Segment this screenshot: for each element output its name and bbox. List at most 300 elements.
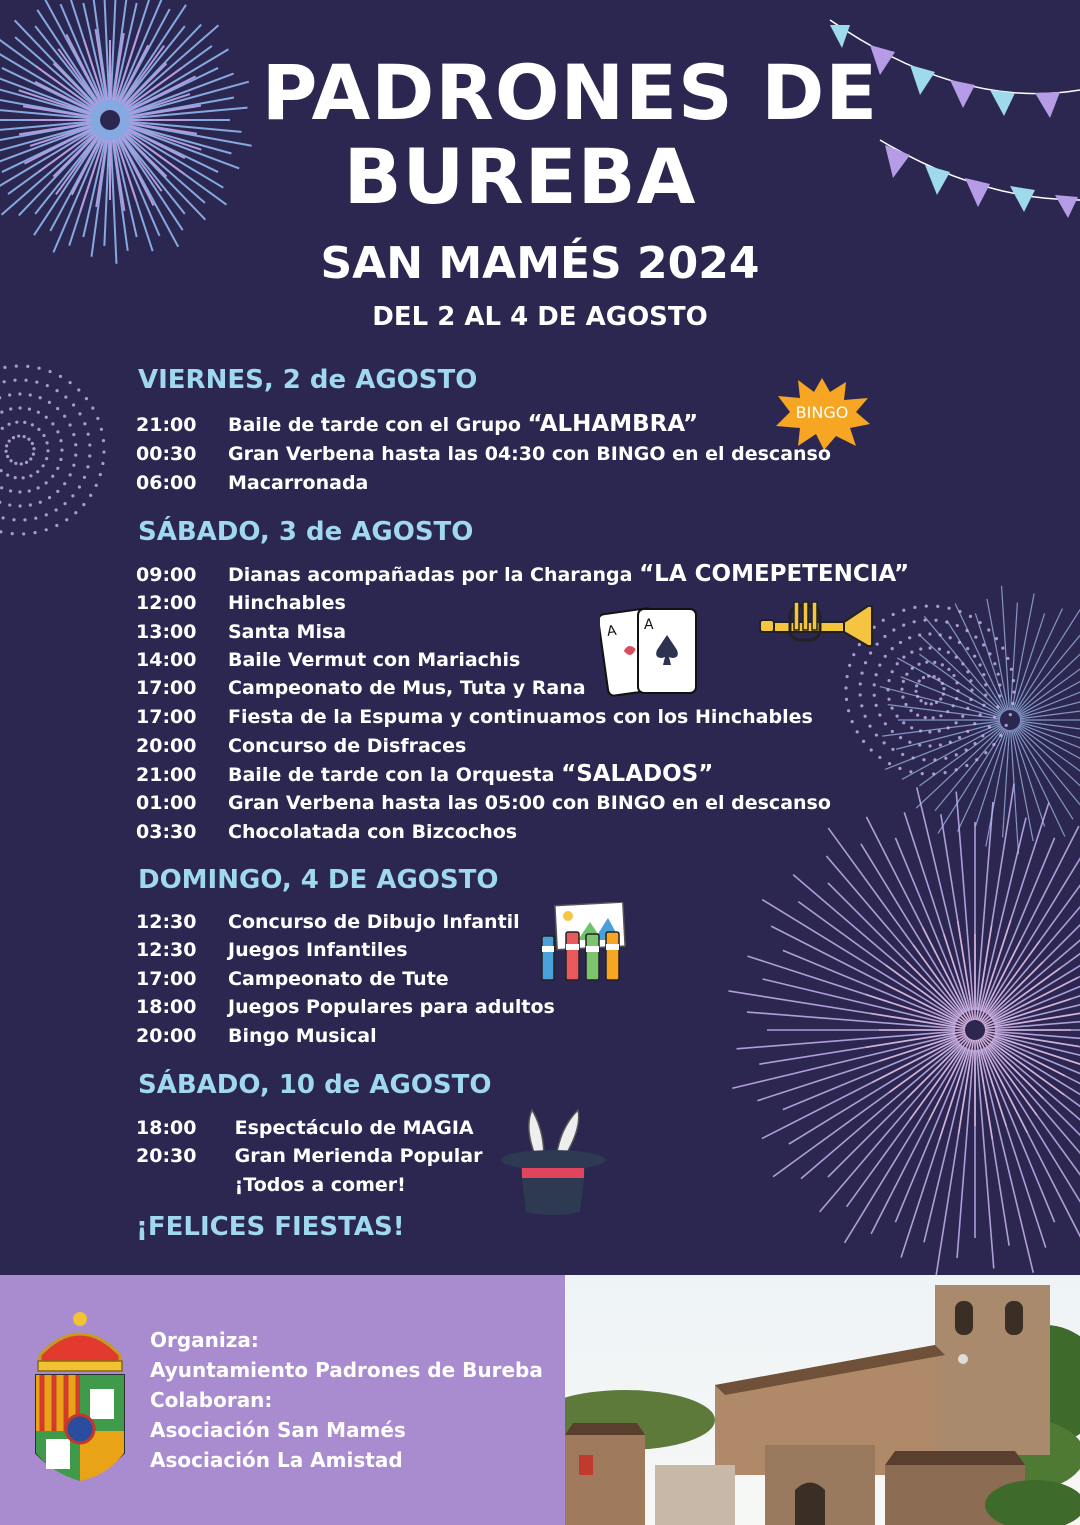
firework-spark	[969, 679, 972, 682]
firework-spark	[901, 753, 904, 756]
firework-spark	[8, 423, 11, 426]
firework-spark	[6, 455, 9, 458]
firework-spark	[932, 716, 935, 719]
firework-spark	[984, 751, 987, 754]
firework-spark	[31, 423, 34, 426]
firework-spark	[29, 474, 32, 477]
event-row: 01:00 Gran Verbena hasta las 05:00 con BINGO en el descanso	[136, 792, 831, 814]
firework-spark	[958, 641, 961, 644]
firework-spark	[1001, 647, 1004, 650]
firework-spark	[59, 375, 62, 378]
firework-spark	[955, 753, 958, 756]
firework-spark	[996, 705, 999, 708]
firework-spark	[55, 389, 58, 392]
firework-ray	[957, 1050, 973, 1258]
firework-spark	[1012, 679, 1015, 682]
firework-spark	[56, 407, 59, 410]
firework-ray	[920, 636, 1003, 713]
firework-spark	[845, 675, 848, 678]
firework-spark	[883, 635, 886, 638]
firework-ray	[977, 802, 993, 1010]
firework-spark	[102, 439, 105, 442]
firework-spark	[63, 482, 66, 485]
firework-spark	[878, 663, 881, 666]
event-row: 21:00 Baile de tarde con el Grupo “ALHAMBRA”	[136, 411, 699, 437]
firework-spark	[943, 771, 946, 774]
event-row: 17:00 Fiesta de la Espuma y continuamos con los Hinchables	[136, 706, 813, 728]
firework-spark	[973, 742, 976, 745]
firework-spark	[89, 494, 92, 497]
day-heading: DOMINGO, 4 DE AGOSTO	[138, 865, 499, 895]
firework-ray	[977, 1050, 994, 1269]
firework-spark	[101, 462, 104, 465]
firework-spark	[993, 662, 996, 665]
firework-ray	[763, 979, 956, 1025]
firework-spark	[913, 620, 916, 623]
firework-spark	[914, 690, 917, 693]
firework-spark	[899, 736, 902, 739]
firework-spark	[911, 667, 914, 670]
firework-ray	[989, 883, 1080, 1016]
firework-spark	[924, 716, 927, 719]
firework-ray	[747, 1012, 955, 1028]
firework-spark	[83, 476, 86, 479]
firework-spark	[860, 704, 863, 707]
firework-spark	[942, 693, 945, 696]
firework-spark	[1006, 657, 1009, 660]
firework-spark	[899, 641, 902, 644]
firework-spark	[27, 438, 30, 441]
firework-spark	[898, 767, 901, 770]
firework-spark	[918, 663, 921, 666]
firework-spark	[979, 713, 982, 716]
firework-spark	[935, 701, 938, 704]
firework-spark	[9, 489, 12, 492]
firework-spark	[87, 433, 90, 436]
firework-spark	[45, 416, 48, 419]
firework-ray	[935, 728, 1004, 811]
firework-spark	[0, 411, 3, 414]
firework-spark	[1005, 724, 1008, 727]
trumpet-icon	[756, 598, 876, 654]
firework-ray	[1013, 613, 1045, 710]
firework-spark	[22, 476, 25, 479]
firework-spark	[63, 502, 66, 505]
firework-spark	[924, 702, 927, 705]
firework-spark	[888, 762, 891, 765]
firework-spark	[14, 476, 17, 479]
firework-spark	[942, 687, 945, 690]
firework-spark	[11, 532, 14, 535]
event-row: ¡Todos a comer!	[234, 1174, 406, 1196]
firework-ray	[919, 726, 1002, 786]
firework-spark	[870, 748, 873, 751]
firework-spark	[35, 380, 38, 383]
firework-spark	[45, 528, 48, 531]
event-row: 12:30 Juegos Infantiles	[136, 939, 408, 961]
firework-spark	[912, 756, 915, 759]
firework-spark	[45, 481, 48, 484]
event-row: 03:30 Chocolatada con Bizcochos	[136, 821, 518, 843]
firework-spark	[6, 474, 9, 477]
firework-spark	[944, 757, 947, 760]
firework-spark	[32, 453, 35, 456]
firework-spark	[46, 449, 49, 452]
firework-spark	[995, 637, 998, 640]
firework-spark	[978, 621, 981, 624]
firework-spark	[982, 643, 985, 646]
svg-text:A: A	[605, 622, 618, 640]
firework-spark	[878, 713, 881, 716]
firework-spark	[919, 647, 922, 650]
firework-spark	[973, 722, 976, 725]
firework-spark	[988, 725, 991, 728]
firework-spark	[23, 435, 26, 438]
firework-spark	[3, 380, 6, 383]
firework-spark	[934, 619, 937, 622]
svg-text:A: A	[644, 617, 654, 633]
firework-spark	[25, 461, 28, 464]
firework-spark	[974, 636, 977, 639]
firework-spark	[956, 624, 959, 627]
firework-spark	[908, 636, 911, 639]
firework-spark	[966, 670, 969, 673]
bingo-label: BINGO	[795, 403, 849, 422]
firework-spark	[961, 662, 964, 665]
firework-spark	[99, 473, 102, 476]
playing-cards-icon	[600, 605, 700, 697]
firework-ray	[975, 613, 1007, 710]
event-row: 20:30 Gran Merienda Popular	[136, 1145, 483, 1167]
firework-spark	[0, 469, 3, 472]
firework-spark	[993, 716, 996, 719]
firework-spark	[55, 524, 58, 527]
firework-spark	[5, 444, 8, 447]
day-heading: SÁBADO, 10 de AGOSTO	[138, 1070, 492, 1100]
firework-ray	[737, 1032, 956, 1049]
firework-spark	[918, 679, 921, 682]
event-row: 09:00 Dianas acompañadas por la Charanga “LA COMEPETENCIA”	[136, 561, 910, 587]
firework-ray	[1016, 728, 1080, 824]
firework-spark	[909, 709, 912, 712]
firework-spark	[965, 764, 968, 767]
firework-spark	[955, 697, 958, 700]
firework-spark	[887, 698, 890, 701]
firework-spark	[63, 415, 66, 418]
event-row: 13:00 Santa Misa	[136, 621, 347, 643]
firework-spark	[902, 680, 905, 683]
firework-spark	[923, 619, 926, 622]
firework-spark	[9, 459, 12, 462]
event-row: 18:00 Juegos Populares para adultos	[136, 996, 555, 1018]
firework-spark	[883, 741, 886, 744]
firework-spark	[33, 531, 36, 534]
footer-organizers	[0, 1275, 565, 1525]
firework-spark	[95, 484, 98, 487]
firework-spark	[78, 485, 81, 488]
firework-spark	[891, 670, 894, 673]
firework-spark	[973, 655, 976, 658]
firework-spark	[997, 673, 1000, 676]
firework-spark	[939, 743, 942, 746]
firework-spark	[902, 609, 905, 612]
firework-spark	[958, 610, 961, 613]
coat-of-arms-icon	[22, 1303, 138, 1503]
firework-spark	[19, 406, 22, 409]
firework-spark	[860, 672, 863, 675]
firework-spark	[2, 516, 5, 519]
firework-spark	[999, 734, 1002, 737]
firework-spark	[965, 629, 968, 632]
firework-ray	[793, 875, 960, 1017]
firework-spark	[878, 756, 881, 759]
firework-spark	[945, 620, 948, 623]
firework-spark	[884, 722, 887, 725]
firework-spark	[22, 532, 25, 535]
firework-ray	[1011, 730, 1019, 854]
firework-spark	[910, 651, 913, 654]
firework-spark	[74, 511, 77, 514]
firework-spark	[34, 517, 37, 520]
event-row: 20:00 Concurso de Disfraces	[136, 735, 467, 757]
firework-spark	[91, 407, 94, 410]
firework-spark	[859, 693, 862, 696]
firework-spark	[925, 661, 928, 664]
firework-ray	[1013, 730, 1045, 827]
firework-spark	[844, 686, 847, 689]
firework-spark	[55, 508, 58, 511]
firework-spark	[892, 628, 895, 631]
firework-spark	[77, 388, 80, 391]
firework-spark	[902, 624, 905, 627]
firework-spark	[891, 707, 894, 710]
firework-spark	[37, 411, 40, 414]
firework-spark	[48, 401, 51, 404]
firework-spark	[900, 688, 903, 691]
firework-spark	[1012, 690, 1015, 693]
firework-spark	[15, 421, 18, 424]
firework-spark	[68, 423, 71, 426]
firework-spark	[37, 428, 40, 431]
firework-spark	[928, 744, 931, 747]
firework-spark	[905, 673, 908, 676]
firework-spark	[65, 518, 68, 521]
day-heading: SÁBADO, 3 de AGOSTO	[138, 517, 474, 547]
firework-spark	[86, 465, 89, 468]
firework-spark	[69, 473, 72, 476]
firework-spark	[915, 684, 918, 687]
firework-spark	[56, 430, 59, 433]
firework-spark	[29, 393, 32, 396]
firework-spark	[988, 652, 991, 655]
firework-spark	[998, 694, 1001, 697]
firework-spark	[23, 518, 26, 521]
firework-spark	[982, 704, 985, 707]
firework-spark	[864, 715, 867, 718]
firework-spark	[875, 733, 878, 736]
crayons-drawing-icon	[538, 902, 628, 984]
firework-spark	[896, 662, 899, 665]
firework-spark	[56, 467, 59, 470]
firework-spark	[937, 678, 940, 681]
firework-spark	[60, 449, 63, 452]
firework-spark	[933, 758, 936, 761]
event-row: 14:00 Baile Vermut con Mariachis	[136, 649, 521, 671]
firework-spark	[947, 651, 950, 654]
firework-spark	[74, 454, 77, 457]
event-row: 12:30 Concurso de Dibujo Infantil	[136, 911, 520, 933]
firework-ray	[897, 658, 1001, 715]
firework-spark	[970, 689, 973, 692]
firework-ray	[882, 721, 1000, 736]
firework-ray	[975, 730, 1007, 827]
firework-ray	[989, 1044, 1080, 1177]
firework-ray	[980, 1049, 1034, 1272]
firework-spark	[916, 695, 919, 698]
firework-spark	[26, 365, 29, 368]
firework-spark	[925, 604, 928, 607]
firework-spark	[938, 729, 941, 732]
firework-spark	[18, 392, 21, 395]
organiza-name: Ayuntamiento Padrones de Bureba	[150, 1358, 543, 1382]
firework-spark	[939, 697, 942, 700]
firework-spark	[88, 454, 91, 457]
firework-spark	[887, 679, 890, 682]
firework-ray	[820, 1045, 962, 1212]
firework-spark	[987, 628, 990, 631]
firework-spark	[102, 450, 105, 453]
firework-spark	[8, 503, 11, 506]
firework-spark	[984, 694, 987, 697]
colaboran-label: Colaboran:	[150, 1388, 273, 1412]
firework-spark	[56, 490, 59, 493]
firework-spark	[886, 688, 889, 691]
firework-spark	[919, 699, 922, 702]
firework-spark	[918, 633, 921, 636]
firework-spark	[39, 501, 42, 504]
firework-spark	[37, 367, 40, 370]
firework-spark	[51, 475, 54, 478]
firework-spark	[969, 698, 972, 701]
firework-spark	[59, 439, 62, 442]
firework-spark	[884, 655, 887, 658]
firework-spark	[17, 434, 20, 437]
firework-spark	[902, 656, 905, 659]
title-line-2: BUREBA	[343, 132, 697, 221]
firework-spark	[966, 707, 969, 710]
firework-spark	[32, 447, 35, 450]
firework-spark	[72, 403, 75, 406]
firework-spark	[938, 647, 941, 650]
firework-spark	[88, 443, 91, 446]
firework-spark	[24, 379, 27, 382]
firework-spark	[851, 720, 854, 723]
firework-spark	[981, 734, 984, 737]
firework-spark	[966, 647, 969, 650]
firework-spark	[952, 704, 955, 707]
firework-spark	[932, 772, 935, 775]
firework-spark	[928, 730, 931, 733]
event-row: 17:00 Campeonato de Tute	[136, 968, 449, 990]
firework-spark	[23, 421, 26, 424]
event-row: 06:00 Macarronada	[136, 472, 369, 494]
firework-spark	[946, 710, 949, 713]
firework-spark	[96, 417, 99, 420]
firework-spark	[873, 683, 876, 686]
firework-spark	[913, 606, 916, 609]
event-row: 21:00 Baile de tarde con la Orquesta “SALADOS”	[136, 761, 714, 787]
firework-spark	[909, 770, 912, 773]
firework-spark	[982, 673, 985, 676]
firework-ray	[880, 687, 1000, 718]
magic-hat-icon	[498, 1108, 608, 1218]
firework-spark	[941, 663, 944, 666]
firework-spark	[71, 494, 74, 497]
firework-spark	[72, 464, 75, 467]
firework-spark	[984, 683, 987, 686]
firework-spark	[14, 462, 17, 465]
firework-spark	[3, 366, 6, 369]
firework-spark	[0, 486, 3, 489]
firework-spark	[919, 729, 922, 732]
firework-spark	[862, 740, 865, 743]
firework-spark	[859, 682, 862, 685]
firework-spark	[891, 647, 894, 650]
firework-spark	[958, 736, 961, 739]
firework-spark	[941, 682, 944, 685]
firework-spark	[78, 412, 81, 415]
title-line-1: PADRONES DE	[261, 48, 879, 137]
firework-ray	[956, 792, 973, 1011]
firework-ray	[1011, 603, 1018, 710]
firework-spark	[928, 632, 931, 635]
firework-spark	[952, 674, 955, 677]
firework-spark	[891, 730, 894, 733]
firework-spark	[48, 370, 51, 373]
firework-spark	[45, 513, 48, 516]
firework-spark	[42, 464, 45, 467]
firework-spark	[51, 422, 54, 425]
firework-spark	[12, 518, 15, 521]
closing-message: ¡FELICES FIESTAS!	[136, 1212, 405, 1242]
firework-spark	[36, 470, 39, 473]
firework-spark	[83, 422, 86, 425]
firework-spark	[12, 436, 15, 439]
firework-spark	[892, 613, 895, 616]
firework-spark	[969, 615, 972, 618]
firework-spark	[929, 646, 932, 649]
firework-spark	[930, 702, 933, 705]
firework-spark	[910, 726, 913, 729]
firework-spark	[68, 381, 71, 384]
firework-spark	[1011, 702, 1014, 705]
firework-ray	[826, 856, 962, 1015]
firework-spark	[922, 676, 925, 679]
firework-spark	[847, 709, 850, 712]
firework-spark	[933, 661, 936, 664]
firework-spark	[955, 681, 958, 684]
firework-spark	[1010, 668, 1013, 671]
firework-spark	[936, 605, 939, 608]
firework-spark	[46, 384, 49, 387]
firework-spark	[966, 730, 969, 733]
firework-spark	[31, 442, 34, 445]
firework-spark	[891, 748, 894, 751]
firework-spark	[0, 396, 1, 399]
firework-spark	[956, 689, 959, 692]
event-row: 20:00 Bingo Musical	[136, 1025, 377, 1047]
firework-spark	[15, 364, 18, 367]
